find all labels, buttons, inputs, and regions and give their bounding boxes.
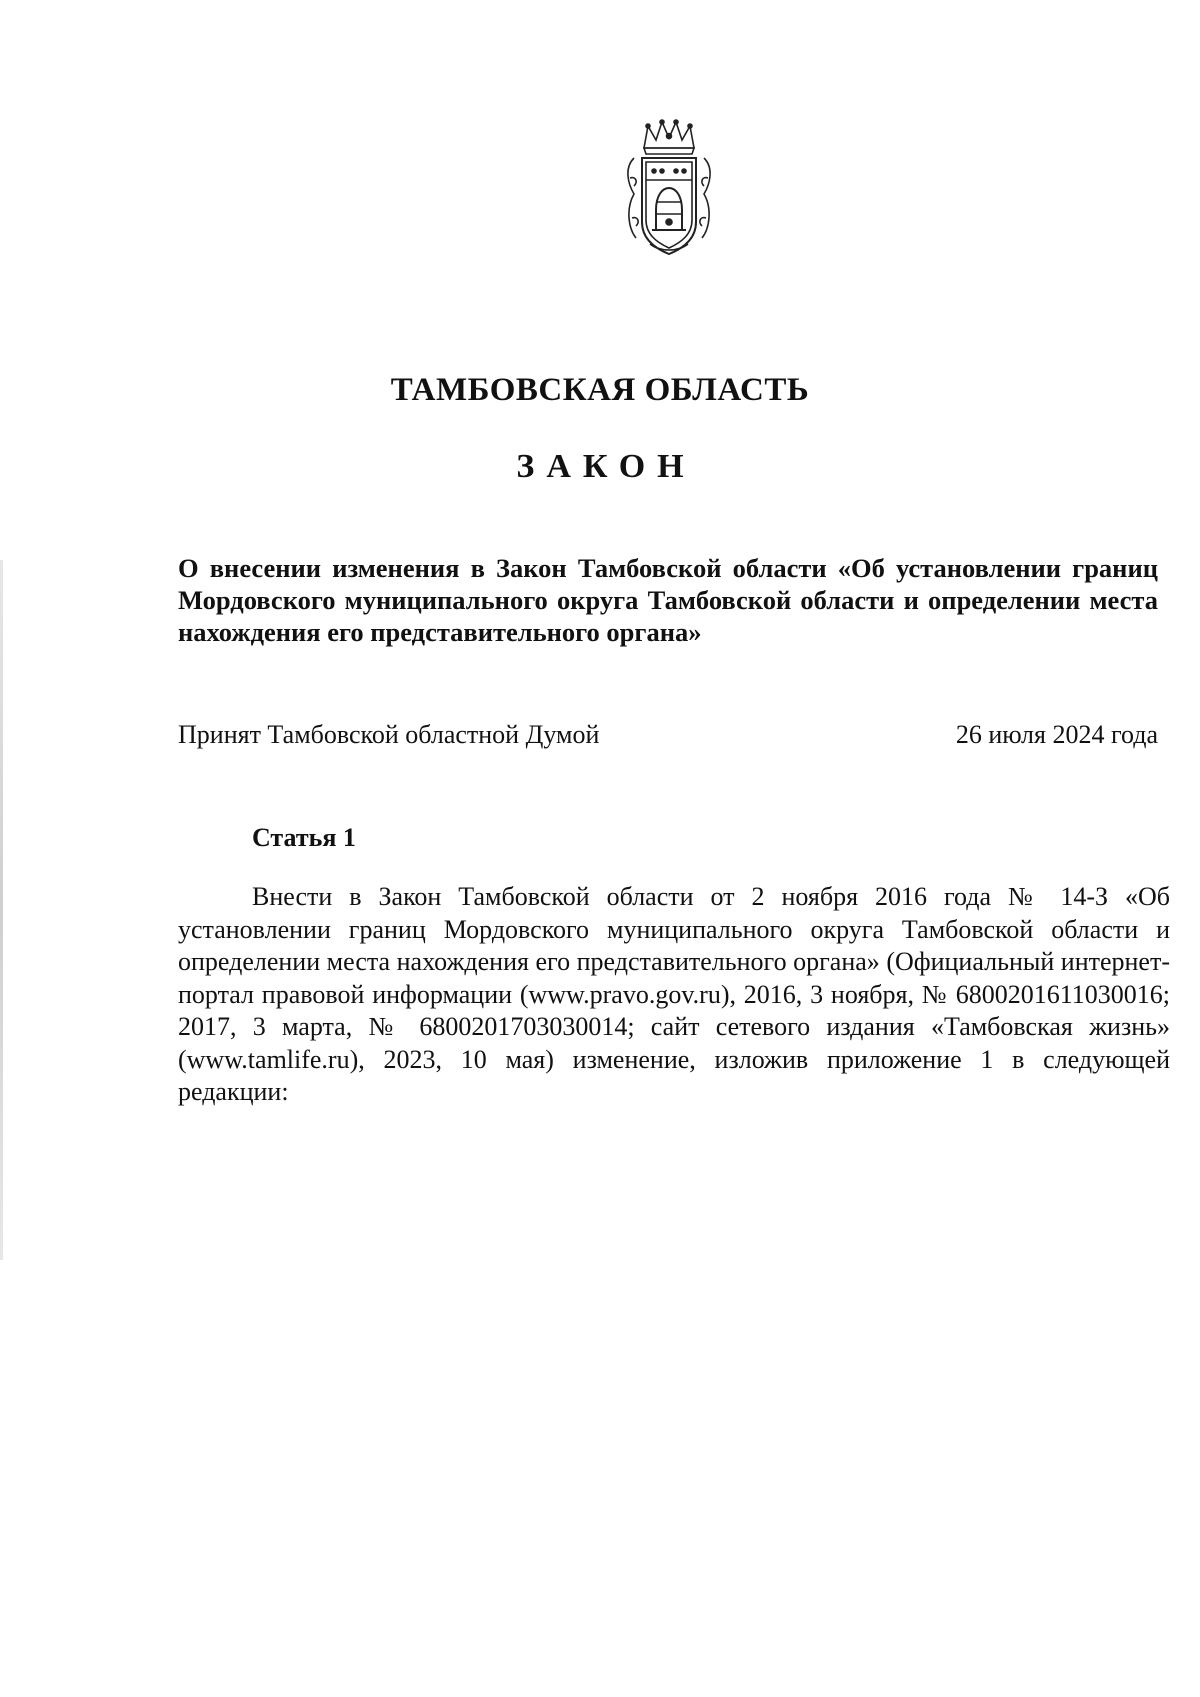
adoption-line [178, 720, 1158, 750]
scan-edge [0, 560, 3, 1260]
article-body: Внести в Закон Тамбовской области от 2 ноября 2016 года № 14-З «Об установлении границ Мордовского муниципального округа Тамбовской области и определении места нахождения его представительного органа» (Официальный интернет-портал правовой информации (www.pravo.gov.ru), 2016, 3 ноября, № 6800201611030016; 2017, 3 марта, № 6800201703030014; сайт сетевого издания «Тамбовская жизнь» (www.tamlife.ru), 2023, 10 мая) изменение, изложив приложение 1 в следующей редакции: [178, 882, 1170, 1106]
region-title: ТАМБОВСКАЯ ОБЛАСТЬ [390, 372, 810, 408]
tambov-coat-of-arms-icon [622, 118, 716, 258]
article-heading: Статья 1 [252, 823, 356, 852]
adoption-date: 26 июля 2024 года [955, 720, 1158, 749]
document-type: ЗАКОН [516, 448, 696, 485]
law-subject: О внесении изменения в Закон Тамбовской области «Об установлении границ Мордовского муниципального округа Тамбовской области и определении места нахождения его представительного органа» [178, 553, 1158, 647]
adopted-by: Принят Тамбовской областной Думой [178, 720, 600, 749]
